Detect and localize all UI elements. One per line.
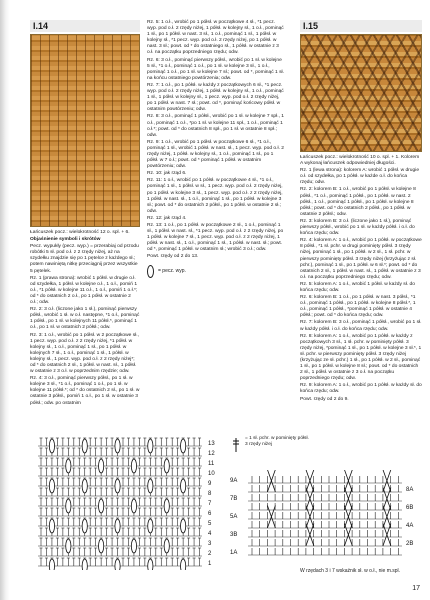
pattern-title-1: I.14 <box>30 20 140 32</box>
instruction-paragraph: Objaśnienie symboli i skrótów <box>30 237 101 243</box>
chart-puff-stitch <box>66 539 71 553</box>
pattern-photo-1 <box>30 34 140 227</box>
chart-puff-stitch <box>115 439 120 453</box>
puff-stitch-symbol-icon <box>147 265 154 278</box>
symbol-legend-2 <box>230 436 310 454</box>
instruction-paragraph: Rz. 9: 1 o.ł., wrobić po 1 półsł. w początkowe 6 sł., *1 o.ł., pominąć 1 sł., wrobić 1 półsł. w nast. sł., 1 pecz. wyp. pod o.ł. 2 rzędy niżej, 1 półsł. w kolejny sł., 1 o.ł., pominąć 1 sł., po 1 półsł. w 7 o.ł.; powt. od * pominąć 1 półsł. w ostatnim powtórzeniu; odw. <box>147 139 285 170</box>
chart-row-label-left: 7B <box>230 496 238 502</box>
instruction-paragraph: Rz. 7: kolorem B: 3 o.ł., pominąć 1 półsł., wrobić po 1 sł. w każdy półsł. i o.ł. do końca rzędu; odw. <box>300 320 422 332</box>
chart-row-number: 11 <box>208 461 215 467</box>
chart-puff-stitch <box>99 539 104 553</box>
column-right <box>300 20 422 404</box>
crochet-chart-2 <box>230 470 425 565</box>
chart-row-note: W rzędach 3 i 7 wskaźnik sł. w o.ł., nie m.spl. <box>300 568 401 574</box>
chart-puff-stitch <box>115 559 120 570</box>
chart-row-label-left: 1A <box>230 550 238 556</box>
column-left <box>30 20 140 408</box>
chart-puff-stitch <box>99 459 104 473</box>
symbol-legend-1 <box>147 265 285 278</box>
instruction-paragraph: Rz. 6: kolorem B: 1 o.ł., po 1 półsł. w nast. 3 półsł., *1 o.ł., pominąć 1 półsł., po 1 półsł. w kolejne 8 półsł.*, 1 o.ł., pominąć 1 półsł., *pominąć 1 półsł. w ostatnie 4 półsł.; powt. od * do końca rzędu; odw. <box>300 295 416 319</box>
pattern-title-2: I.15 <box>300 20 422 32</box>
instruction-paragraph: Rz. 7: 1 o.ł., po 1 półsł. w każdy z początkowych 6 sł., *1 pecz. wyp. pod o.ł. 2 rzędy niżej, 1 półsł. w kolejny sł., 1 o.ł., pominąć 1 sł., 1 półsł. w kolejny sł., 1 pecz. wyp. pod o.ł. 2 rzędy niżej, po 1 półsł. w nast. 7 sł.; powt. od *, pominąć końcowy półsł. w ostatnim powtórzeniu; odw. <box>147 82 284 113</box>
chart-puff-stitch <box>164 499 169 513</box>
chart-puff-stitch <box>99 499 104 513</box>
chart-puff-stitch <box>148 479 153 493</box>
chart-puff-stitch <box>115 479 120 493</box>
instruction-paragraph: Rz. 5: kolorem A: 1 o.ł., wrobić 1 półsł. w każdy sł. do końca rzędu; odw. <box>300 281 415 293</box>
instruction-paragraph: Rz. 1 (prawa strona): wrobić 1 półsł. w drugie o.ł. od szydełka, 1 półsł. w kolejne o.ł., 1 o.ł., pomiń 1 o.ł., *1 półsł. w kolejne 11 o.ł., 1 o.ł., pomiń 1 o.ł.*; od * do ostatnich 2 o.ł., po 1 półsł. w ostatnie 2 o.ł.; odw. <box>30 275 138 306</box>
page-number: 17 <box>412 585 420 592</box>
instruction-paragraph: Rz. 10: jak rząd 6. <box>147 171 187 177</box>
instruction-paragraph: Pecz. wypukły (pecz. wyp.) = przerabiaj od przodu robótki 5 sł. pod o.ł. z 2 rzędy niżej, aż na szydełku znajdzie się po 1 pętelce z każdego sł.; potem nawiniętą nitkę przeciągnij przez wszystkie 5 pętelek. <box>30 244 139 274</box>
instruction-paragraph: Łańcuszek pocz.: wielokrotność 12 o. spl. + 6. <box>30 230 130 235</box>
chart-row-number: 3 <box>208 541 212 547</box>
instruction-paragraph: Rz. 2: 3 o.ł. (liczone jako 1 sł.), pominąć pierwszy półsł., wrobić 1 sł. w o.ł. następne, *1 o.ł., pominąć 1 półsł., po 1 sł. w kolejnych 11 półsł.*, pominąć 1 o.ł., po 1 sł. w ostatnich 2 półsł.; odw. <box>30 307 140 331</box>
chart-puff-stitch <box>49 519 54 533</box>
chart-row-number: 1 <box>208 561 212 567</box>
chart-puff-stitch <box>164 539 169 553</box>
chart-puff-stitch <box>66 499 71 513</box>
instruction-paragraph: Rz. 5: 1 o.ł., wrobić po 1 półsł. w początkowe 4 sł., *1 pecz. wyp. pod o.ł. 2 rzędy niżej, 1 półsł. w kolejny sł., 1 o.ł., pominąć 1 sł., po 1 półsł. w nast. 3 sł., 1 o.ł., pominąć 1 sł., 1 półsł. w kolejny sł., *1 pecz. wyp. pod o.ł. 2 rzędy niżej, po 1 półsł. w nast. 3 sł.; powt. od * do ostatniego sł., 1 półsł. w ostatnie z 3 o.ł. na początku poprzedniego rzędu; odw. <box>147 20 284 56</box>
chart-puff-stitch <box>82 519 87 533</box>
chart-row-label-right: 4A <box>406 523 414 529</box>
chart-puff-stitch <box>66 459 71 473</box>
instruction-paragraph: Rz. 4: 3 o.ł., pominąć pierwszy półsł., po 1 sł. w kolejne 3 sł., *1 o.ł., pominąć 1 o.ł., po 1 sł. w kolejne 11 półsł.*; od * do ostatnich 2 sł., po 1 sł. w ostatnie 3 półsł., pomiń 1 o.ł., po 1 sł. w ostatnie 3 półsł.; odw. po ostatnim <box>30 376 140 406</box>
chart-row-number: 12 <box>208 451 215 457</box>
instruction-paragraph: Rz. 13: 1 o.ł., po 1 półsł. w początkowe 2 sł., 1 o.ł., pominąć 1 sł., 1 półsł. w nast. sł., *1 pecz. wyp. pod o.ł. z 2 rzędy niżej, po 1 półsł. w kolejne 7 sł., 1 pecz. wyp. pod o.ł. z 2 rzędy niżej, 1 półsł. w nast. sł., 1 o.ł., pominąć 1 sł., 1 półsł. w nast. sł.; powt. od *, pominąć 1 półsł. w ostatnim sł.; wrobić 3 o.ł.; odw. <box>147 223 284 253</box>
instruction-paragraph: Rz. 8: 3 o.ł., pominąć 1 półsł., wrobić po 1 sł. w kolejne 7 spł., 1 o.ł., pominąć 1 o.ł., *po 1 sł. w kolejne 11 spł., 1 o.ł., pominąć 1 o.ł.*; powt. od * do ostatnich 8 spł., po 1 sł. w ostatnie 8 spł.; odw. <box>147 114 285 138</box>
pattern-1-instructions <box>30 230 140 407</box>
chart-puff-stitch <box>164 459 169 473</box>
chart-puff-stitch <box>82 439 87 453</box>
instruction-paragraph: Rz. 6: 3 o.ł., pominąć pierwszy półsł., wrobić po 1 sł. w kolejne 5 sł., *1 o.ł., pominąć 1 o.ł., po 1 sł. w kolejne 3 sł., 1 o.ł., pominąć 1 o.ł., po 1 sł. w kolejne 7 sł.; powt. od *, pominąć 1 sł. na końcu ostatniego powtórzenia; odw. <box>147 57 285 81</box>
chart-row-number: 4 <box>208 531 212 537</box>
chart-puff-stitch <box>82 479 87 493</box>
pattern-1-instructions-cont <box>147 20 285 261</box>
chart-puff-stitch <box>115 519 120 533</box>
crochet-chart-1 <box>30 430 220 575</box>
instruction-paragraph: Rz. 3: kolorem B: 3 o.ł. (liczone jako 1 sł.), pominąć pierwszy półsł., wrobić po 1 sł. w każdy półsł. i o.ł. do końca rzędu; odw. <box>300 218 415 237</box>
chart-row-label-left: 9A <box>230 478 238 484</box>
chart-puff-stitch <box>181 479 186 493</box>
symbol-legend-label-2: = 1 sł. pchr. w pominięty półsł. 3 rzędy niżej <box>245 436 309 447</box>
chart-puff-stitch <box>131 539 136 553</box>
instruction-paragraph: Rz. 12: jak rząd 4. <box>147 215 187 221</box>
chart-puff-stitch <box>82 559 87 570</box>
instruction-paragraph: Rz. 1 (lewa strona): kolorem A: wrobić 1 półsł. w drugie o.ł. od szydełka, po 1 półsł. w każde o.ł. do końca rzędu; odw. <box>300 168 420 186</box>
instruction-paragraph: Rz. 9: kolorem A: 1 o.ł., wrobić po 1 półsł. w każdy sł. do końca rzędu; odw. <box>300 383 422 395</box>
instruction-paragraph: Powt. rzędy od 2 do 13. <box>147 254 199 260</box>
chart-puff-stitch <box>148 519 153 533</box>
chart-row-label-right: 2B <box>406 541 414 547</box>
chart-row-number: 9 <box>208 481 212 487</box>
chart-row-label-right: 6B <box>406 505 414 511</box>
pattern-2-instructions <box>300 155 422 403</box>
symbol-legend-label: = pecz. wyp. <box>158 268 186 275</box>
chart-row-label-right: 8A <box>406 487 414 493</box>
chart-puff-stitch <box>181 559 186 570</box>
chart-puff-stitch <box>49 439 54 453</box>
instruction-paragraph: Rz. 8: kolorem A: 1 o.ł., wrobić po 1 półsł. w każdy z początkowych 3 sł., 1 sł. pchr. w pominięty półsł. 3 rzędy niżej, *pominąć 1 sł., po 1 półsł. w kolejne 3 sł.*, 1 sł. pchr. w pierwszy pominięty półsł. 3 rzędy niżej (krzyżując ze sł. pchr.) 1 sł., po 1 półsł. w 2 sł., pominąć 1 sł., po 1 półsł. w kolejne 8 sł.; powt. od * do ostatnich 2 sł., 1 półsł. w ostatnie z 3 o.ł. na początku poprzedniego rzędu; odw. <box>300 333 422 382</box>
chart-puff-stitch <box>148 439 153 453</box>
instruction-paragraph: Rz. 11: 1 o.ł., wrobić po 1 półsł. w początkowe 4 sł., *1 o.ł., pominąć 1 sł., 1 półsł. w sł., 1 pecz. wyp. pod o.ł. 2 rzędy niżej, po 1 półsł. w kolejne 3 sł., 1 pecz. wyp. pod o.ł. z 2 rzędy niżej, 1 półsł. w nast. sł., 1 o.ł., pominąć 1 sł., po 1 półsł. w kolejne 3 sł.; powt. od * do ostatnich 2 półsł., po 1 półsł. w ostatnie 2 sł.; odw. <box>147 178 283 214</box>
post-stitch-symbol-icon <box>230 436 242 454</box>
chart-puff-stitch <box>181 519 186 533</box>
instruction-paragraph: Łańcuszek pocz.: wielokrotność 10 o. spl. + 1. Kolorem A wykonaj łańcuszek odpowiedniej długości. <box>300 155 420 167</box>
chart-puff-stitch <box>181 439 186 453</box>
chart-row-label-left: 3B <box>230 532 238 538</box>
crochet-chart-1-svg <box>30 430 220 570</box>
chart-puff-stitch <box>131 459 136 473</box>
instruction-paragraph: Rz. 2: kolorem B: 1 o.ł., wrobić po 1 półsł. w kolejne 8 półsł., *1 o.ł., pominąć 1 półsł., po 1 półsł. w nast. 2 półsł., 1 o.ł., pominąć 1 półsł., po 1 półsł. w kolejne 8 półsł.; powt. od * do ostatnich 2 półsł., po 1 półsł. w ostatnie 2 półsł.; odw. <box>300 187 416 217</box>
chart-row-number: 8 <box>208 491 212 497</box>
chart-row-number: 6 <box>208 511 212 517</box>
instruction-paragraph: Rz. 3: 1 o.ł., wrobić po 1 półsł. w 2 początkowe sł., 1 pecz. wyp. pod o.ł. z 2 rzędy niżej, *1 półsł. w kolejny sł., 1 o.ł., pominąć 1 sł., po 1 półsł. w kolejnych 7 sł., 1 o.ł., pominąć 1 sł., 1 półsł. w kolejny sł., 1 pecz. wyp. pod o.ł. z 2 rzędy niżej*; od * do ostatnich 2 sł., 1 półsł. w nast. sł., 1 półsł. w ostatnie z 3 o.ł. w poprzednim rzędzie; odw. <box>30 332 140 375</box>
page-binding-shadow <box>0 0 10 600</box>
chart-row-number: 10 <box>208 471 215 477</box>
chart-puff-stitch <box>131 499 136 513</box>
instruction-paragraph: Rz. 4: kolorem A: 1 o.ł., wrobić po 1 półsł. w początkowe 8 półsł., *1 sł. pchr. w drugi pominięty półsł. 3 rzędy niżej, pominąć 1 sł., po 1 półsł. w 2 sł., 1 sł. pchr. w pierwszy pominięty półsł. 3 rzędy niżej (krzyżując z sł. pchr.), pominąć 1 sł., po 1 półsł. w 6 sł.*; powt. od * do ostatnich 2 sł., 1 półsł. w nast. sł., 1 półsł. w ostatnie z 3 o.ł. na początku poprzedniego rzędu; odw. <box>300 238 422 280</box>
chart-row-number: 13 <box>208 441 215 447</box>
column-middle <box>147 20 285 278</box>
pattern-photo-2 <box>300 34 422 152</box>
chart-row-number: 7 <box>208 501 212 507</box>
crochet-chart-2-svg <box>230 470 425 560</box>
chart-puff-stitch <box>148 559 153 570</box>
chart-puff-stitch <box>49 479 54 493</box>
chart-row-number: 2 <box>208 551 212 557</box>
instruction-paragraph: Powt. rzędy od 2 do 9. <box>300 396 349 402</box>
chart-row-label-left: 5A <box>230 514 238 520</box>
chart-row-number: 5 <box>208 521 212 527</box>
chart-puff-stitch <box>49 559 54 570</box>
